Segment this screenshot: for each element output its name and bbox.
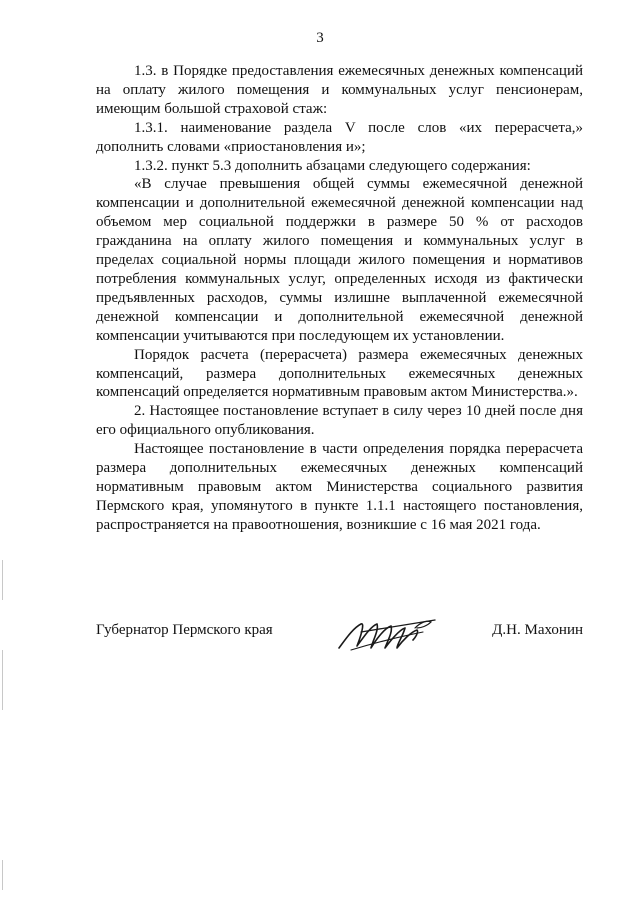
- signatory-position: Губернатор Пермского края: [96, 622, 273, 638]
- paragraph-2: 2. Настоящее постановление вступает в силу через 10 дней после дня его официального опубликования.: [96, 403, 583, 439]
- signatory-name: Д.Н. Махонин: [492, 622, 583, 638]
- quoted-paragraph-1: «В случае превышения общей суммы ежемесячной денежной компенсации и дополнительной ежемесячной денежной компенсации над объемом мер социальной поддержки в размере 50 % от расходов гражданина на оплату жилого помещения и коммунальных услуг в пределах социальной нормы площади жилого помещения и нормативов потребления коммунальных услуг, определенных исходя из фактически предъявленных расходов, суммы излишне выплаченной ежемесячной денежной компенсации и дополнительной ежемесячной денежной компенсации учитываются при последующем их установлении.: [96, 176, 583, 344]
- quoted-paragraph-2: Порядок расчета (перерасчета) размера ежемесячных денежных компенсаций, размера дополнительных ежемесячных денежных компенсаций определяется нормативным правовым актом Министерства.».: [96, 346, 583, 401]
- document-body: [96, 62, 583, 535]
- signature-block: [96, 610, 583, 660]
- paragraph-1-3: 1.3. в Порядке предоставления ежемесячных денежных компенсаций на оплату жилого помещения и коммунальных услуг пенсионерам, имеющим большой страховой стаж:: [96, 63, 583, 117]
- scan-artifact: [2, 560, 3, 600]
- paragraph-final: Настоящее постановление в части определения порядка перерасчета размера дополнительных ежемесячных денежных компенсаций нормативным правовым актом Министерства социального развития Пермского края, упомянутого в пункте 1.1.1 настоящего постановления, распространяется на правоотношения, возникшие с 16 мая 2021 года.: [96, 441, 583, 533]
- paragraph-1-3-1: 1.3.1. наименование раздела V после слов «их перерасчета,» дополнить словами «приостановления и»;: [96, 119, 583, 155]
- handwritten-signature: [331, 610, 441, 660]
- page-number: 3: [316, 30, 324, 46]
- scan-artifact: [2, 650, 3, 710]
- scan-artifact: [2, 860, 3, 890]
- paragraph-1-3-2: 1.3.2. пункт 5.3 дополнить абзацами следующего содержания:: [134, 157, 531, 174]
